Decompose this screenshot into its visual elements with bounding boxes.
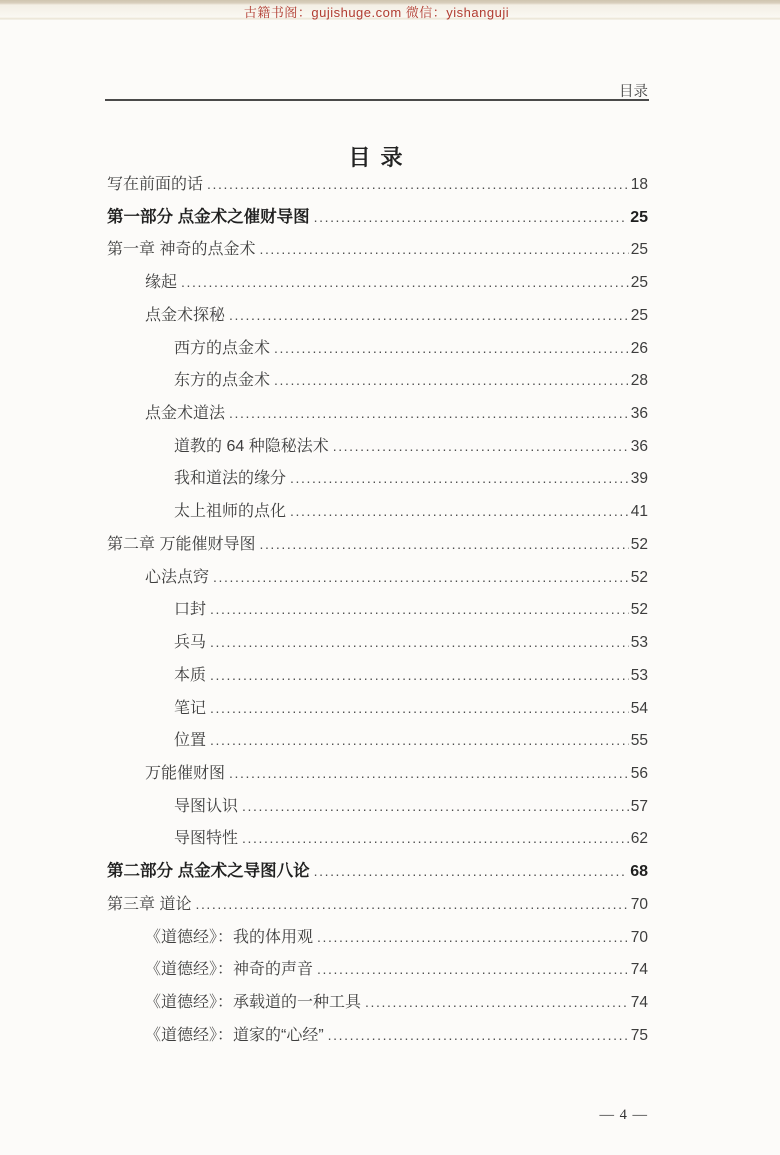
toc-page-number: 25	[630, 274, 648, 292]
toc-leader-dots	[210, 626, 629, 659]
toc-entry	[107, 299, 648, 332]
toc-entry	[107, 888, 648, 921]
toc-page-number: 53	[630, 666, 648, 684]
toc-page-number: 75	[630, 1026, 648, 1044]
toc-leader-dots	[242, 822, 629, 855]
toc-page-number: 52	[630, 535, 648, 553]
toc-entry-label: 我和道法的缘分	[174, 470, 287, 488]
running-header: 目录	[619, 84, 648, 100]
toc-page-number: 25	[630, 241, 648, 259]
toc-entry	[107, 168, 648, 201]
toc-entry	[107, 364, 648, 397]
toc-page-number: 53	[630, 634, 648, 652]
header-rule	[105, 99, 649, 101]
toc-entry	[107, 822, 648, 855]
toc-entry	[107, 495, 648, 528]
page-title: 目 录	[348, 145, 405, 170]
toc-leader-dots	[229, 397, 629, 430]
toc-leader-dots	[317, 953, 629, 986]
toc-entry-label: 《道德经》：道家的“心经”	[145, 1026, 324, 1044]
toc-leader-dots	[210, 593, 629, 626]
toc-leader-dots	[274, 332, 629, 365]
toc-entry-label: 道教的 64 种隐秘法术	[174, 437, 329, 455]
toc-entry	[107, 266, 648, 299]
toc-entry-label: 第一章 神奇的点金术	[107, 241, 256, 259]
toc-entry-label: 本质	[174, 666, 207, 684]
toc-leader-dots	[314, 201, 625, 234]
toc-page-number: 70	[630, 928, 648, 946]
toc-entry	[107, 528, 648, 561]
toc-page-number: 25	[630, 208, 648, 226]
toc-entry-label: 笔记	[174, 699, 207, 717]
toc-leader-dots	[290, 495, 629, 528]
toc-entry	[107, 855, 648, 888]
toc-entry-label: 《道德经》：承载道的一种工具	[145, 993, 362, 1011]
toc-entry	[107, 462, 648, 495]
toc-leader-dots	[207, 168, 629, 201]
toc-entry	[107, 233, 648, 266]
toc-entry	[107, 953, 648, 986]
toc-entry-label: 第一部分 点金术之催财导图	[107, 207, 310, 226]
toc-leader-dots	[314, 855, 625, 888]
toc-entry	[107, 921, 648, 954]
toc-entry-label: 万能催财图	[145, 764, 226, 782]
toc-entry	[107, 397, 648, 430]
toc-leader-dots	[274, 364, 629, 397]
toc-entry	[107, 692, 648, 725]
toc-page-number: 36	[630, 437, 648, 455]
watermark-header: 古籍书阁：gujishuge.com 微信：yishanguji	[243, 5, 510, 20]
toc-entry-label: 兵马	[174, 634, 207, 652]
toc-entry-label: 位置	[174, 732, 207, 750]
toc-entry	[107, 430, 648, 463]
toc-page-number: 56	[630, 764, 648, 782]
toc-entry	[107, 626, 648, 659]
toc-page-number: 28	[630, 372, 648, 390]
toc-leader-dots	[229, 299, 629, 332]
toc-entry-label: 西方的点金术	[174, 339, 271, 357]
toc-page-number: 36	[630, 405, 648, 423]
toc-entry	[107, 724, 648, 757]
toc-leader-dots	[210, 692, 629, 725]
toc-page-number: 55	[630, 732, 648, 750]
toc-leader-dots	[181, 266, 629, 299]
toc-page-number: 26	[630, 339, 648, 357]
toc-leader-dots	[333, 430, 629, 463]
toc-entry-label: 《道德经》：神奇的声音	[145, 961, 314, 979]
toc-page-number: 25	[630, 306, 648, 324]
toc-page-number: 68	[630, 863, 648, 881]
toc-entry	[107, 659, 648, 692]
toc-leader-dots	[213, 561, 629, 594]
toc-entry-label: 东方的点金术	[174, 372, 271, 390]
toc-leader-dots	[210, 724, 629, 757]
toc-entry	[107, 1019, 648, 1052]
toc-leader-dots	[259, 233, 628, 266]
toc-leader-dots	[229, 757, 629, 790]
toc-page-number: 74	[630, 993, 648, 1011]
toc-page-number: 18	[630, 176, 648, 193]
toc-entry	[107, 332, 648, 365]
toc-entry	[107, 757, 648, 790]
toc-entry	[107, 201, 648, 234]
toc-page-number: 54	[630, 699, 648, 717]
toc-entry	[107, 790, 648, 823]
toc-page-number: 57	[630, 797, 648, 815]
toc-entry-label: 第三章 道论	[107, 895, 192, 913]
toc-entry-label: 写在前面的话	[107, 176, 204, 193]
toc-entry	[107, 561, 648, 594]
toc-leader-dots	[195, 888, 628, 921]
toc-entry-label: 太上祖师的点化	[174, 503, 287, 521]
toc-entry-label: 第二部分 点金术之导图八论	[107, 862, 310, 881]
toc-page-number: 41	[630, 503, 648, 521]
toc-entry-label: 点金术探秘	[145, 306, 226, 324]
toc-entry-label: 心法点窍	[145, 568, 210, 586]
toc-entry	[107, 986, 648, 1019]
toc-leader-dots	[242, 790, 629, 823]
toc-page-number: 70	[630, 895, 648, 913]
toc-page-number: 39	[630, 470, 648, 488]
toc-page-number: 62	[630, 830, 648, 848]
toc-list	[107, 168, 648, 1051]
toc-entry	[107, 593, 648, 626]
toc-entry-label: 口封	[174, 601, 207, 619]
toc-entry-label: 导图特性	[174, 830, 239, 848]
toc-page-number: 74	[630, 961, 648, 979]
toc-leader-dots	[259, 528, 628, 561]
toc-entry-label: 缘起	[145, 274, 178, 292]
toc-leader-dots	[210, 659, 629, 692]
toc-leader-dots	[317, 921, 629, 954]
toc-page-number: 52	[630, 568, 648, 586]
toc-page-number: 52	[630, 601, 648, 619]
toc-entry-label: 点金术道法	[145, 405, 226, 423]
toc-entry-label: 导图认识	[174, 797, 239, 815]
toc-leader-dots	[328, 1019, 629, 1052]
toc-leader-dots	[290, 462, 629, 495]
toc-entry-label: 第二章 万能催财导图	[107, 535, 256, 553]
toc-leader-dots	[365, 986, 629, 1019]
page-number-folio: — 4 —	[599, 1107, 648, 1123]
toc-entry-label: 《道德经》：我的体用观	[145, 928, 314, 946]
